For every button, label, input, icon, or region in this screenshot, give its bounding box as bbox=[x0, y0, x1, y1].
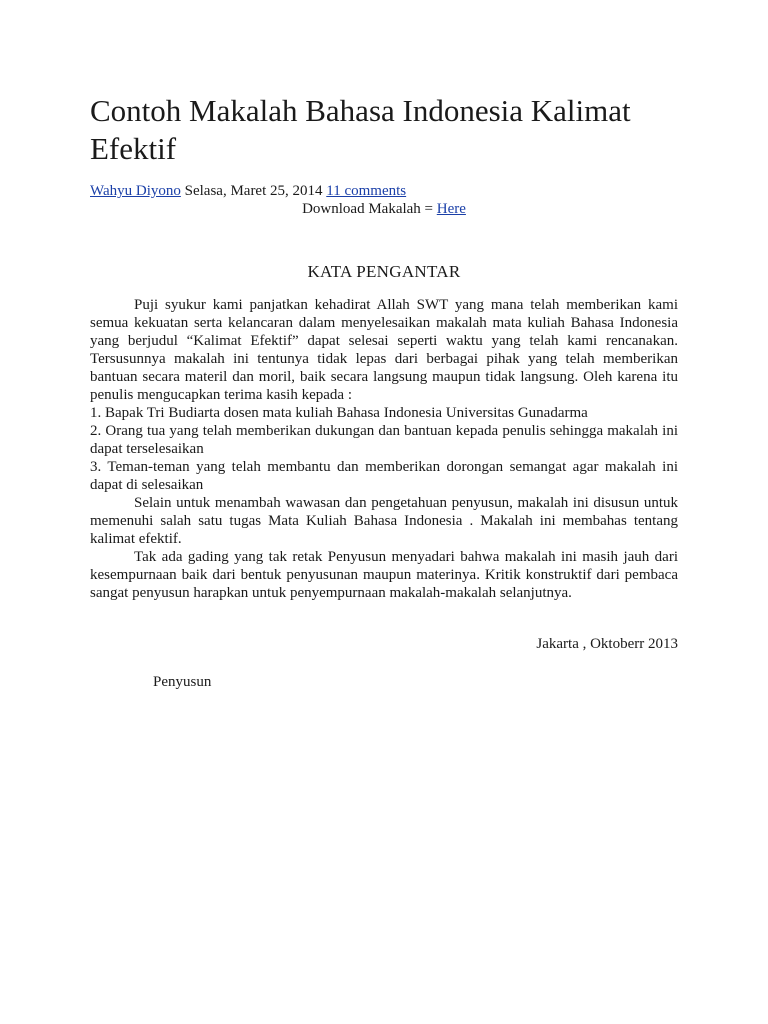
signature-label: Penyusun bbox=[153, 674, 212, 690]
download-link[interactable]: Here bbox=[436, 201, 466, 217]
place-date: Jakarta , Oktoberr 2013 bbox=[536, 636, 678, 652]
paragraph-intro: Puji syukur kami panjatkan kehadirat Allah SWT yang mana telah memberikan kami semua kekuatan serta kelancaran dalam menyelesaikan makalah mata kuliah Bahasa Indonesia yang berjudul “Kalimat Efektif” dapat selesai seperti waktu yang telah kami rencanakan. Tersusunnya makalah ini tentunya tidak lepas dari berbagai pihak yang telah memberikan bantuan secara materil dan moril, baik secara langsung maupun tidak langsung. Oleh karena itu penulis mengucapkan terima kasih kepada : bbox=[90, 297, 678, 403]
download-label: Download Makalah = bbox=[302, 201, 437, 217]
post-date: Selasa, Maret 25, 2014 bbox=[184, 183, 323, 199]
post-meta bbox=[90, 182, 678, 200]
list-item: 2. Orang tua yang telah memberikan dukungan dan bantuan kepada penulis sehingga makalah ini dapat terselesaikan bbox=[90, 423, 678, 457]
document-body bbox=[90, 296, 678, 602]
download-line bbox=[90, 200, 678, 218]
paragraph-purpose: Selain untuk menambah wawasan dan pengetahuan penyusun, makalah ini disusun untuk memenuhi salah satu tugas Mata Kuliah Bahasa Indonesia . Makalah ini membahas tentang kalimat efektif. bbox=[90, 495, 678, 547]
list-item: 3. Teman-teman yang telah membantu dan memberikan dorongan semangat agar makalah ini dapat di selesaikan bbox=[90, 459, 678, 493]
author-link[interactable]: Wahyu Diyono bbox=[90, 183, 181, 199]
list-item: 1. Bapak Tri Budiarta dosen mata kuliah Bahasa Indonesia Universitas Gunadarma bbox=[90, 405, 588, 421]
section-heading: KATA PENGANTAR bbox=[307, 262, 461, 281]
comments-link[interactable]: 11 comments bbox=[326, 183, 407, 199]
paragraph-closing: Tak ada gading yang tak retak Penyusun menyadari bahwa makalah ini masih jauh dari kesempurnaan baik dari bentuk penyusunan maupun materinya. Kritik konstruktif dari pembaca sangat penyusun harapkan untuk penyempurnaan makalah-makalah selanjutnya. bbox=[90, 549, 678, 601]
page-title: Contoh Makalah Bahasa Indonesia Kalimat Efektif bbox=[90, 93, 631, 166]
